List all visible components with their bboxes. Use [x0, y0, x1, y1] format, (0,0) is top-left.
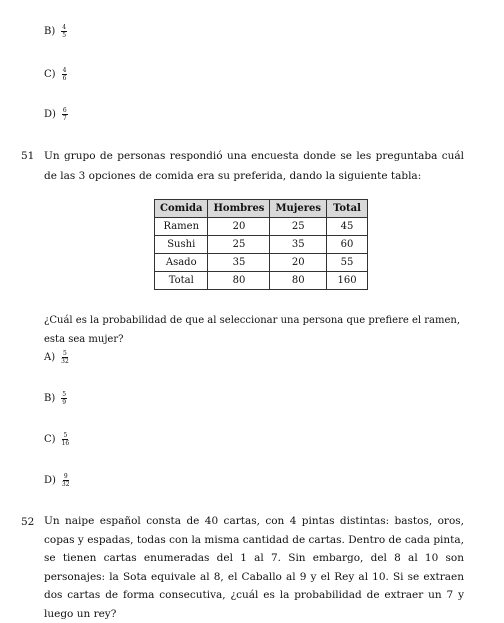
- option-label: D): [44, 109, 56, 120]
- table-row: [155, 272, 368, 290]
- table-cell: 80: [208, 272, 270, 290]
- table-cell: Total: [155, 272, 208, 290]
- table-cell: 45: [327, 218, 368, 236]
- fraction-numerator: 9: [63, 473, 68, 480]
- option-c-prev: [44, 67, 67, 82]
- question-number: 52: [21, 516, 35, 528]
- table-header-row: [155, 200, 368, 218]
- table-cell: 20: [270, 254, 327, 272]
- fraction: [62, 67, 68, 82]
- table-header-cell: Hombres: [208, 200, 270, 218]
- table-header-cell: Mujeres: [270, 200, 327, 218]
- option-label: C): [44, 434, 56, 445]
- fraction-denominator: 7: [62, 115, 67, 122]
- table-row: [155, 236, 368, 254]
- table-cell: 20: [208, 218, 270, 236]
- table-cell: 60: [327, 236, 368, 254]
- fraction-denominator: 5: [62, 32, 67, 39]
- question-text: Un naipe español consta de 40 cartas, con 4 pintas distintas: bastos, oros, copas y espadas, todas con la misma cantidad de cartas. Dentro de cada pinta, se tienen cartas enumeradas del 1 al 7. Sin embargo, del 8 al 10 son personajes: la Sota equivale al 8, el Caballo al 9 y el Rey al 10. Si se extraen dos cartas de forma consecutiva, ¿cuál es la probabilidad de extraer un 7 y luego un rey?: [44, 515, 464, 620]
- fraction-numerator: 5: [62, 391, 67, 398]
- question-prompt: ¿Cuál es la probabilidad de que al seleccionar una persona que prefiere el ramen, esta sea mujer?: [44, 315, 461, 345]
- table-cell: 25: [270, 218, 327, 236]
- fraction-numerator: 5: [63, 432, 68, 439]
- option-label: A): [44, 352, 56, 363]
- option-b: [44, 391, 67, 406]
- table-row: [155, 254, 368, 272]
- option-d: [44, 473, 70, 488]
- table-cell: 35: [208, 254, 270, 272]
- option-b-prev: [44, 24, 67, 39]
- table-cell: 80: [270, 272, 327, 290]
- fraction-denominator: 32: [61, 481, 70, 488]
- table-cell: Asado: [155, 254, 208, 272]
- table-cell: 35: [270, 236, 327, 254]
- fraction: [61, 24, 67, 39]
- table-header-cell: Total: [327, 200, 368, 218]
- table-cell: Sushi: [155, 236, 208, 254]
- table-cell: Ramen: [155, 218, 208, 236]
- question-text: Un grupo de personas respondió una encuesta donde se les preguntaba cuál de las 3 opciones de comida era su preferida, dando la siguiente tabla:: [44, 150, 464, 182]
- fraction: [61, 391, 67, 406]
- fraction: [62, 432, 70, 447]
- table-row: [155, 218, 368, 236]
- fraction-denominator: 9: [62, 399, 67, 406]
- option-label: B): [44, 393, 56, 404]
- option-label: D): [44, 475, 56, 486]
- option-c: [44, 432, 69, 447]
- fraction: [62, 473, 70, 488]
- preference-table: [154, 199, 368, 290]
- fraction-denominator: 16: [61, 440, 70, 447]
- table-cell: 25: [208, 236, 270, 254]
- fraction-numerator: 5: [63, 350, 67, 357]
- table-header-cell: Comida: [155, 200, 208, 218]
- option-label: B): [44, 26, 56, 37]
- fraction-denominator: 6: [62, 75, 67, 82]
- table-cell: 160: [327, 272, 368, 290]
- table-cell: 55: [327, 254, 368, 272]
- question-number: 51: [21, 150, 35, 162]
- option-a: [44, 350, 69, 365]
- fraction-denominator: 32: [61, 358, 69, 365]
- fraction: [61, 350, 69, 365]
- fraction-numerator: 6: [62, 107, 67, 114]
- option-label: C): [44, 69, 56, 80]
- fraction-numerator: 4: [62, 67, 67, 74]
- fraction: [62, 107, 68, 122]
- fraction-numerator: 4: [62, 24, 67, 31]
- option-d-prev: [44, 107, 68, 122]
